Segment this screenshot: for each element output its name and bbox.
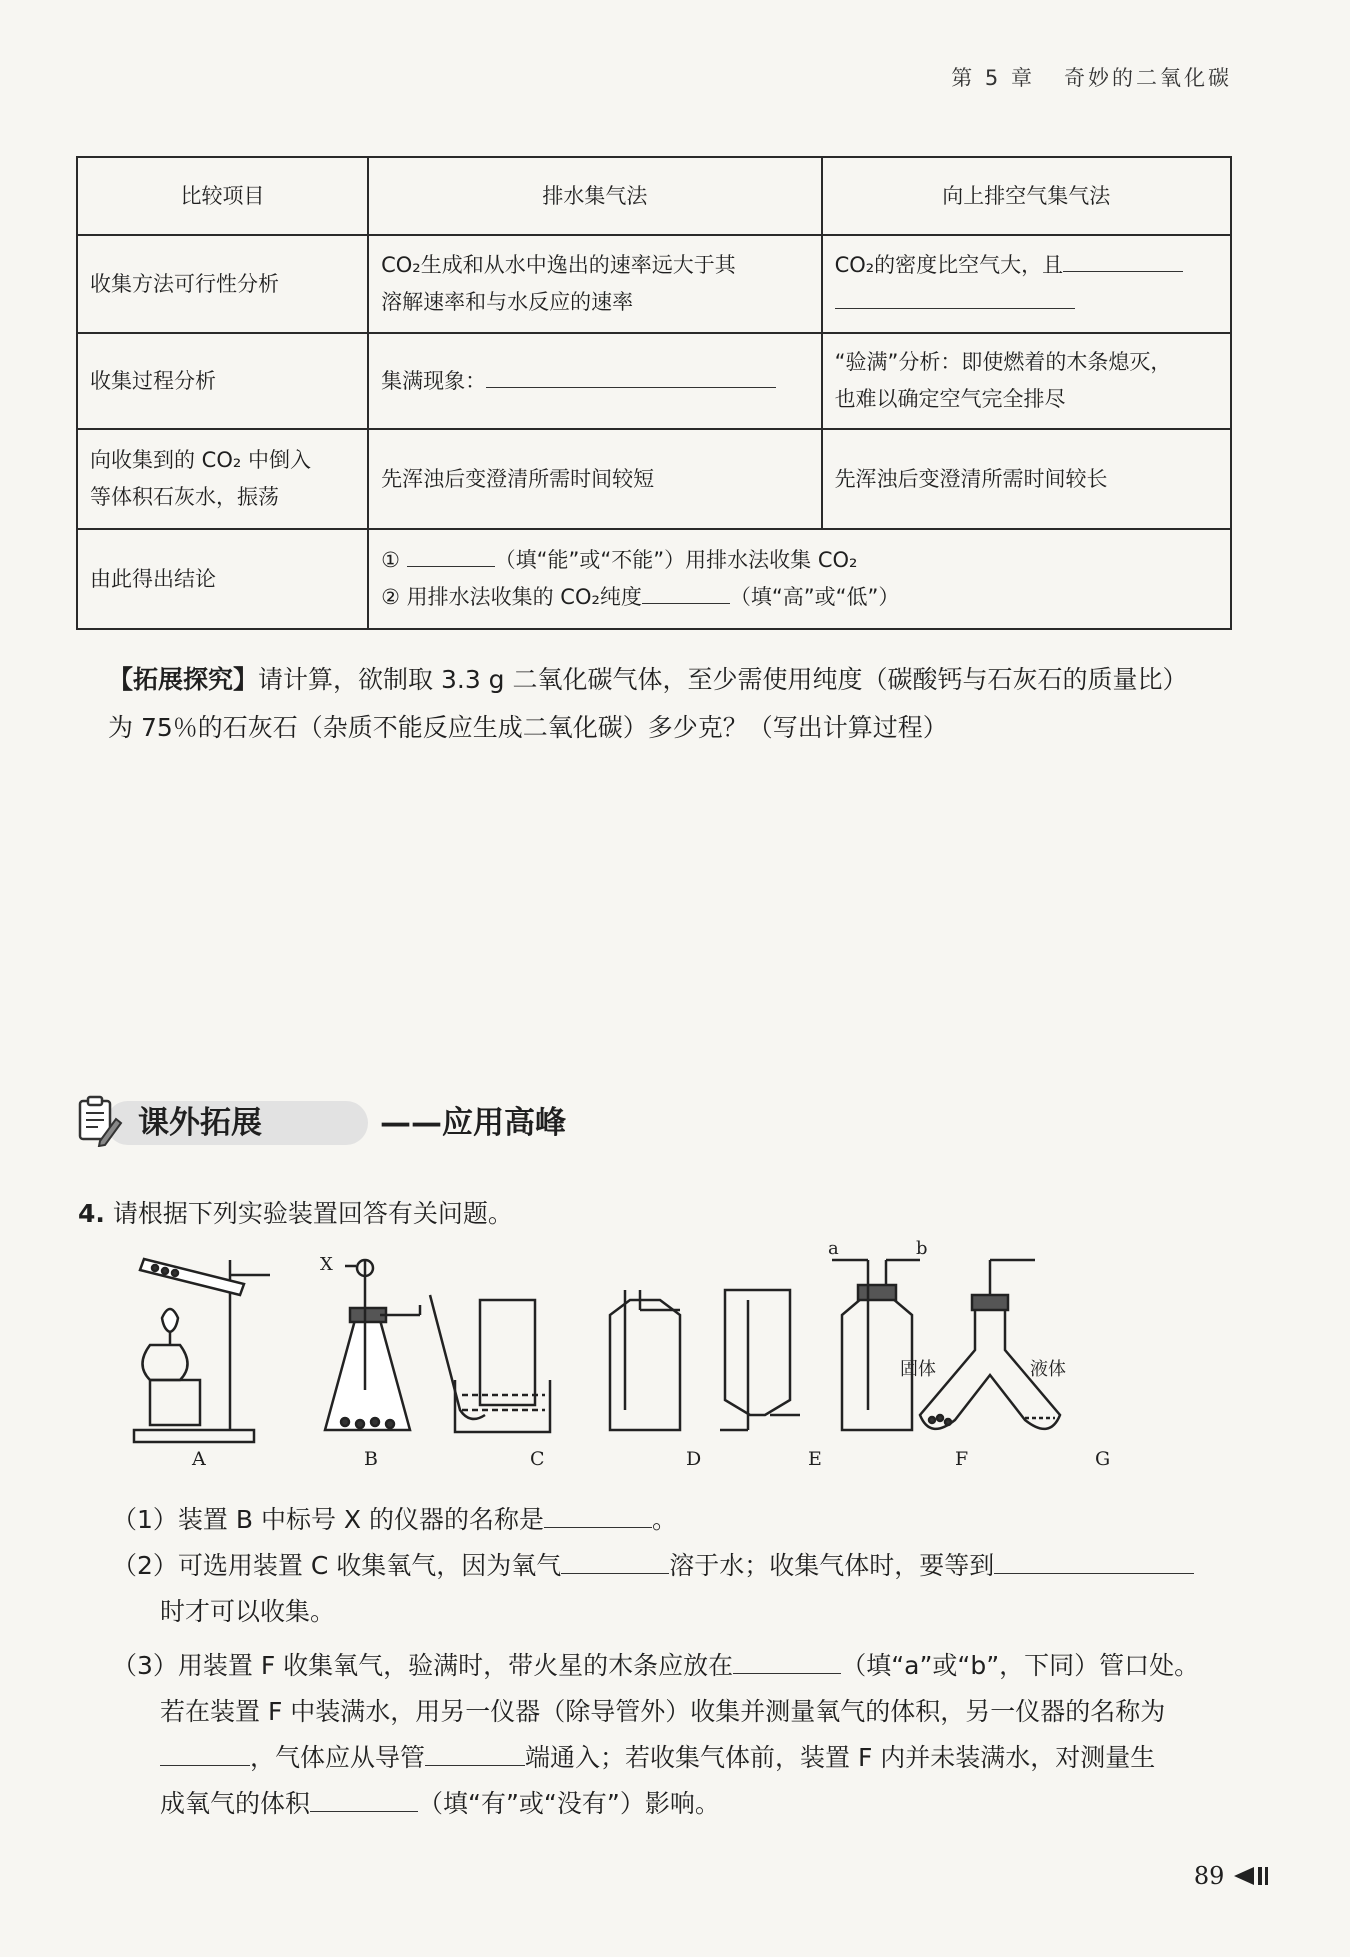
figure-label: C [530,1448,545,1470]
table-row [77,333,1231,429]
cell-text: （填“高”或“低”） [729,585,900,609]
question-text: 成氧气的体积 [160,1789,311,1818]
question-stem [78,1190,513,1238]
cell-text: CO₂生成和从水中逸出的速率远大于其 [381,253,736,278]
cell-text: ① [381,548,400,573]
cell-text: 也难以确定空气完全排尽 [834,387,1066,411]
label-a: a [828,1240,839,1259]
table-cell [822,333,1231,429]
table-cell: 先浑浊后变澄清所需时间较长 [822,429,1231,529]
section-banner [76,1095,776,1151]
table-header-cell: 比较项目 [77,157,368,235]
answer-blank[interactable] [1063,250,1183,272]
table-cell [822,235,1231,333]
figure-label: F [955,1448,969,1470]
answer-blank[interactable] [642,582,730,604]
table-header-cell: 向上排空气集气法 [822,157,1231,235]
row-label: 收集方法可行性分析 [77,235,368,333]
section-title: 课外拓展 [138,1105,262,1141]
question-number: 4. [78,1199,105,1228]
label-liquid: 液体 [1030,1359,1066,1380]
notepad-pencil-icon [76,1095,124,1147]
sub-question-1 [112,1500,677,1536]
page-number-text: 89 [1193,1862,1225,1890]
table-header-cell: 排水集气法 [368,157,821,235]
label-solid: 固体 [900,1359,936,1380]
cell-text: 向收集到的 CO₂ 中倒入 [90,448,311,473]
figure-label: E [808,1448,822,1470]
label-b: b [916,1240,928,1259]
figure-label: D [686,1448,702,1470]
row-label: 收集过程分析 [77,333,368,429]
apparatus-d [610,1290,680,1430]
apparatus-f [832,1260,920,1430]
cell-text: 等体积石灰水，振荡 [90,485,279,509]
chapter-title: 奇妙的二氧化碳 [1064,66,1232,90]
conclusion-cell [368,529,1231,629]
table-header-row [77,157,1231,235]
table-cell [368,333,821,429]
section-subtitle: ——应用高峰 [380,1105,566,1141]
page-number [1194,1862,1270,1890]
answer-blank[interactable] [994,1548,1194,1574]
apparatus-e [720,1290,800,1430]
apparatus-a [134,1259,270,1442]
answer-blank[interactable] [160,1740,250,1766]
page-header [951,62,1232,92]
sub-question-3-line3 [160,1738,1155,1774]
explore-text: 请计算，欲制取 3.3 g 二氧化碳气体，至少需使用纯度（碳酸钙与石灰石的质量比） [258,665,1188,694]
answer-blank[interactable] [310,1786,418,1812]
table-cell: 先浑浊后变澄清所需时间较短 [368,429,821,529]
cell-text: “验满”分析：即使燃着的木条熄灭， [834,350,1172,375]
cell-text: ② 用排水法收集的 CO₂纯度 [381,585,642,609]
chapter-number: 第 5 章 [951,66,1035,90]
apparatus-c [430,1295,550,1432]
question-text: ，气体应从导管 [250,1743,426,1772]
question-text: 请根据下列实验装置回答有关问题。 [112,1199,513,1228]
answer-blank[interactable] [407,545,495,567]
answer-blank[interactable] [835,287,1075,309]
answer-blank[interactable] [544,1502,652,1528]
figure-label: B [364,1448,378,1470]
cell-text: （填“能”或“不能”）用排水法收集 CO₂ [494,548,858,573]
question-text: （3）用装置 F 收集氧气，验满时，带火星的木条应放在 [112,1651,734,1680]
sub-question-2 [112,1546,1194,1582]
answer-blank[interactable] [561,1548,669,1574]
question-text: （填“有”或“没有”）影响。 [418,1789,720,1818]
table-row [77,529,1231,629]
question-text: （填“a”或“b”，下同）管口处。 [841,1651,1200,1680]
explore-question [108,656,1248,751]
sub-question-3-line2: 若在装置 F 中装满水，用另一仪器（除导管外）收集并测量氧气的体积，另一仪器的名称为 [160,1697,1166,1726]
table-cell [368,235,821,333]
table-row [77,235,1231,333]
answer-blank[interactable] [425,1740,525,1766]
page-arrow-icon [1232,1865,1270,1887]
table-row [77,429,1231,529]
answer-blank[interactable] [733,1648,841,1674]
figure-label: A [192,1448,206,1470]
question-text: 溶于水；收集气体时，要等到 [669,1551,995,1580]
explore-tag: 【拓展探究】 [108,665,259,694]
sub-question-3 [112,1646,1199,1682]
figure-label: G [1095,1448,1111,1470]
sub-question-3-line4 [160,1784,720,1820]
comparison-table [76,156,1232,630]
label-x: X [320,1254,333,1275]
cell-text: 溶解速率和与水反应的速率 [381,290,634,314]
sub-question-2-cont: 时才可以收集。 [160,1597,336,1626]
explore-text: 为 75％的石灰石（杂质不能反应生成二氧化碳）多少克？（写出计算过程） [108,712,948,742]
apparatus-g [920,1260,1060,1429]
row-label: 由此得出结论 [77,529,368,629]
question-text: （2）可选用装置 C 收集氧气，因为氧气 [112,1551,562,1580]
cell-text: 集满现象： [381,368,487,393]
question-text: 端通入；若收集气体前，装置 F 内并未装满水，对测量生 [525,1743,1156,1772]
row-label [77,429,368,529]
apparatus-b [325,1260,420,1430]
cell-text: CO₂的密度比空气大，且 [834,253,1064,278]
answer-blank[interactable] [486,366,776,388]
apparatus-figure [120,1240,1220,1450]
question-text: （1）装置 B 中标号 X 的仪器的名称是 [112,1505,544,1534]
question-text: 。 [651,1505,677,1534]
